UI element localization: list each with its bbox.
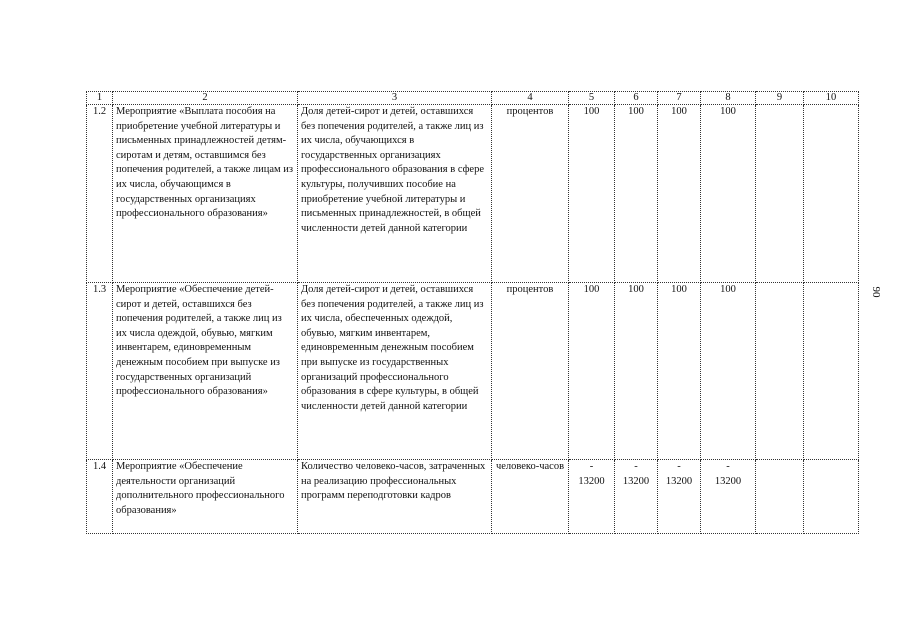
table-row (87, 283, 859, 460)
header-cell: 2 (113, 92, 298, 105)
header-cell: 10 (804, 92, 859, 105)
dash-mark: - (634, 461, 638, 472)
value-text: 13200 (622, 475, 650, 487)
dash-mark: - (677, 461, 681, 472)
value-cell: 100 (569, 105, 615, 283)
table-row (87, 105, 859, 283)
indicator-cell: Доля детей-сирот и детей, оставшихся без попечения родителей, а также лиц из их числа, обучающихся в государственных организациях профессионального образования в сфере культуры, получивших пособие на приобретение учебной литературы и письменных принадлежностей, в общей численности детей данной категории (298, 105, 492, 283)
unit-cell: процентов (492, 283, 569, 460)
dash-mark: - (589, 461, 594, 472)
value-cell: 100 (658, 283, 701, 460)
event-cell: Мероприятие «Обеспечение детей-сирот и детей, оставшихся без попечения родителей, а также лиц из их числа одеждой, обувью, мягким инвентарем, единовременным денежным пособием при выпуске из государственных организаций профессионального образования» (113, 283, 298, 460)
value-text: 13200 (665, 475, 693, 487)
value-cell (804, 283, 859, 460)
unit-cell: процентов (492, 105, 569, 283)
header-cell: 9 (756, 92, 804, 105)
dash-mark: - (726, 461, 730, 472)
value-cell (756, 105, 804, 283)
value-cell (658, 460, 701, 534)
value-text: 13200 (578, 475, 605, 487)
row-number: 1.2 (87, 105, 113, 283)
indicator-cell: Количество человеко-часов, затраченных на реализацию профессиональных программ переподготовки кадров (298, 460, 492, 534)
header-cell: 1 (87, 92, 113, 105)
header-cell: 8 (701, 92, 756, 105)
value-cell: 100 (569, 283, 615, 460)
header-cell: 3 (298, 92, 492, 105)
value-cell (569, 460, 615, 534)
header-cell: 4 (492, 92, 569, 105)
page-number: 90 (870, 286, 882, 298)
indicator-cell: Доля детей-сирот и детей, оставшихся без попечения родителей, а также лиц из их числа, обеспеченных одеждой, обувью, мягким инвентарем, единовременным денежным пособием при выпуске из государственных организаций профессионального образования в сфере культуры, в общей численности детей данной категории (298, 283, 492, 460)
value-cell (804, 460, 859, 534)
table-header (87, 92, 859, 105)
header-cell: 7 (658, 92, 701, 105)
event-cell: Мероприятие «Выплата пособия на приобретение учебной литературы и письменных принадлежностей детям-сиротам и детям, оставшимся без попечения родителей, а также лицам из их числа, обучающимся в государственных организациях профессионального образования» (113, 105, 298, 283)
value-cell: 100 (701, 283, 756, 460)
table-row (87, 460, 859, 534)
value-cell (701, 460, 756, 534)
header-cell: 6 (615, 92, 658, 105)
indicators-table (86, 91, 859, 534)
header-cell: 5 (569, 92, 615, 105)
value-cell (804, 105, 859, 283)
value-cell: 100 (615, 283, 658, 460)
value-cell (756, 460, 804, 534)
value-text: 13200 (714, 475, 742, 487)
unit-cell: человеко-часов (492, 460, 569, 534)
value-cell: 100 (615, 105, 658, 283)
value-cell (615, 460, 658, 534)
row-number: 1.4 (87, 460, 113, 534)
event-cell: Мероприятие «Обеспечение деятельности организаций дополнительного профессионального образования» (113, 460, 298, 534)
value-cell: 100 (658, 105, 701, 283)
value-cell: 100 (701, 105, 756, 283)
value-cell (756, 283, 804, 460)
row-number: 1.3 (87, 283, 113, 460)
